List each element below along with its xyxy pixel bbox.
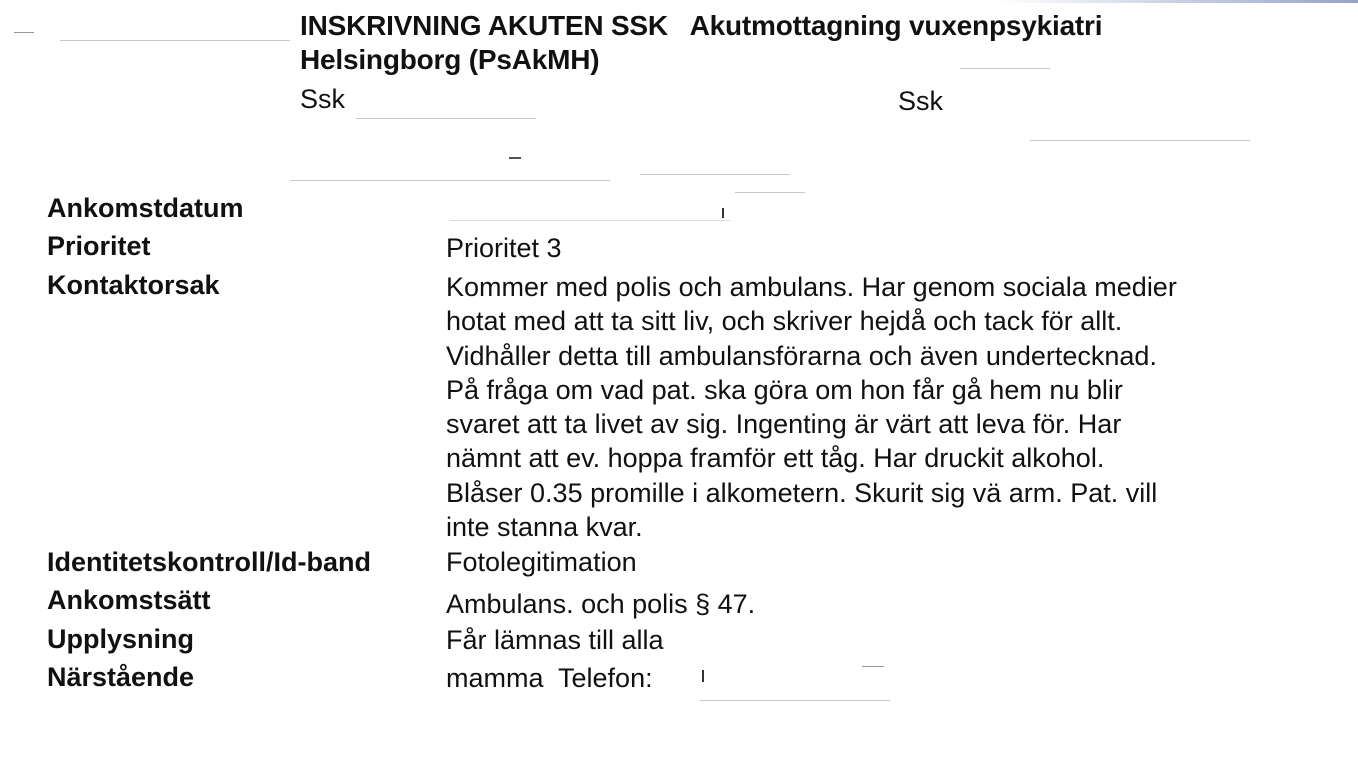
value-identity-check: Fotolegitimation [446, 547, 637, 577]
value-relatives: mamma Telefon: [446, 663, 653, 693]
header-title-line2: Helsingborg (PsAkMH) [300, 44, 600, 75]
scan-edge-artifact [998, 0, 1358, 3]
value-contact-reason [446, 270, 1276, 544]
value-priority: Prioritet 3 [446, 233, 562, 263]
scan-smudge [356, 118, 536, 119]
contact-reason-line: Blåser 0.35 promille i alkometern. Skurit sig vä arm. Pat. vill [446, 477, 1158, 508]
contact-reason-line: Vidhåller detta till ambulansförarna och även undertecknad. [446, 340, 1157, 371]
contact-reason-line: På fråga om vad pat. ska göra om hon får gå hem nu blir [446, 374, 1123, 405]
header-title-line1: INSKRIVNING AKUTEN SSK Akutmottagning vuxenpsykiatri [300, 10, 1103, 41]
scan-smudge [640, 174, 790, 175]
scan-smudge [1030, 140, 1250, 141]
value-arrival-method: Ambulans. och polis § 47. [446, 589, 756, 619]
contact-reason-line: Kommer med polis och ambulans. Har genom sociala medier [446, 272, 1177, 302]
label-arrival-date: Ankomstdatum [47, 193, 244, 223]
role-right: Ssk [898, 86, 944, 116]
scan-smudge [700, 700, 890, 701]
scan-smudge [14, 32, 34, 33]
contact-reason-line: inte stanna kvar. [446, 512, 643, 543]
scan-smudge [509, 157, 521, 159]
scan-smudge [290, 180, 610, 181]
contact-reason-line: svaret att ta livet av sig. Ingenting är värt att leva för. Har [446, 409, 1122, 440]
label-priority: Prioritet [47, 231, 151, 261]
scan-smudge [450, 220, 730, 221]
scan-smudge [60, 40, 290, 41]
contact-reason-line: nämnt att ev. hoppa framför ett tåg. Har druckit alkohol. [446, 443, 1105, 474]
value-information: Får lämnas till alla [446, 625, 664, 655]
document-header [300, 9, 1220, 77]
scan-smudge [960, 68, 1050, 69]
label-identity-check: Identitetskontroll/Id-band [47, 547, 371, 577]
label-relatives: Närstående [47, 662, 195, 692]
label-contact-reason: Kontaktorsak [47, 270, 220, 300]
scan-smudge [735, 192, 805, 193]
scan-mark [722, 208, 724, 218]
label-information: Upplysning [47, 624, 194, 654]
label-arrival-method: Ankomstsätt [47, 585, 211, 615]
contact-reason-line: hotat med att ta sitt liv, och skriver hejdå och tack för allt. [446, 306, 1123, 337]
role-left: Ssk [300, 84, 346, 114]
